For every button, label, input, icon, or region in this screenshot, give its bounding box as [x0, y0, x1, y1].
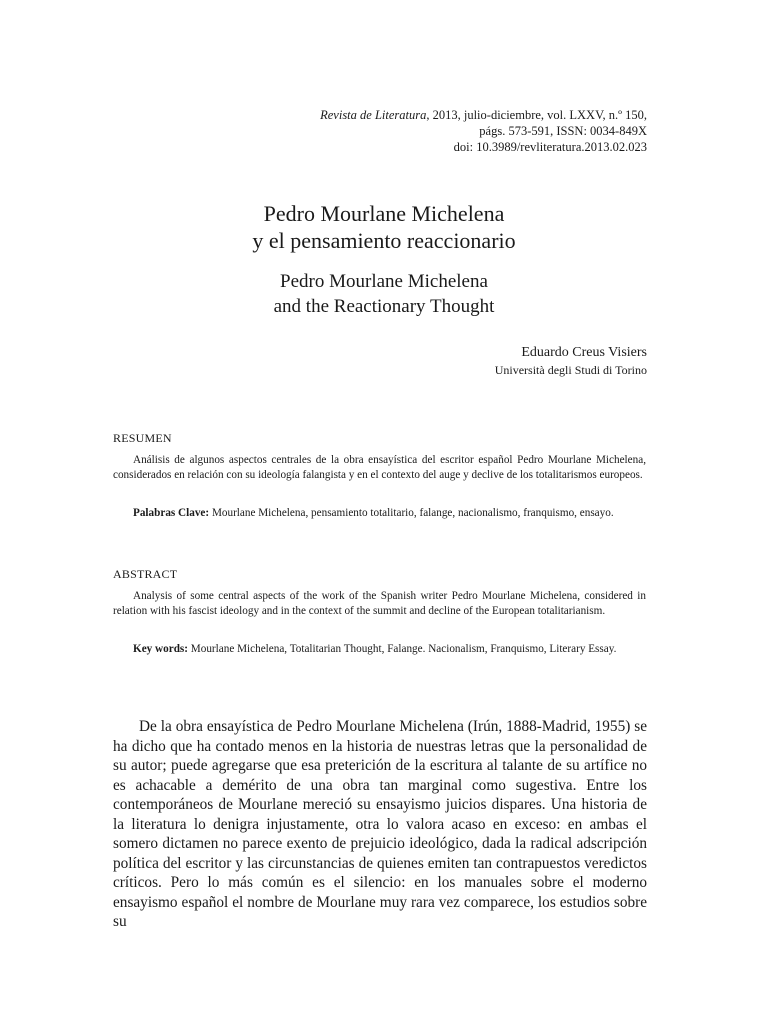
journal-name: Revista de Literatura [320, 108, 427, 122]
abstract-text: Analysis of some central aspects of the work of the Spanish writer Pedro Mourlane Michelena, considered in relation with his fascist ideology and in the context of the summit and decline of the European totalitarianism. [113, 590, 646, 617]
author-block [495, 344, 647, 378]
abstract-keywords-text: Mourlane Michelena, Totalitarian Thought, Falange. Nacionalism, Franquismo, Literary Essay. [188, 643, 617, 655]
title-es-line2: y el pensamiento reaccionario [252, 228, 516, 253]
resumen-text: Análisis de algunos aspectos centrales de la obra ensayística del escritor español Pedro Mourlane Michelena, considerados en relación con su ideología falangista y en el contexto del auge y declive de los totalitarismos europeos. [113, 454, 646, 481]
abstract-heading: ABSTRACT [113, 567, 178, 581]
title-es-line1: Pedro Mourlane Michelena [263, 201, 505, 226]
author-name: Eduardo Creus Visiers [521, 345, 647, 360]
journal-citation-line [320, 107, 647, 123]
resumen-keywords-label: Palabras Clave: [133, 507, 210, 519]
journal-header [320, 107, 647, 155]
resumen-keywords [113, 506, 646, 521]
title-english [0, 269, 768, 319]
abstract-keywords-label: Key words: [133, 643, 188, 655]
body-paragraph: De la obra ensayística de Pedro Mourlane Michelena (Irún, 1888-Madrid, 1955) se ha dicho que ha contado menos en la historia de nuestras letras que la personalidad de su autor; puede agregarse que esa preterición de la escritura al talante de su artífice no es achacable a demérito de una obra tan marginal como sugestiva. Entre los contemporáneos de Mourlane mereció su ensayismo juicios dispares. Una historia de la literatura lo denigra injustamente, otra lo valora acaso en exceso: en ambas el somero dictamen no parece exento de prejuicio ideológico, dada la radical adscripción política del escritor y las circunstancias de quienes emiten tan contrapuestos veredictos críticos. Pero lo más común es el silencio: en los manuales sobre el moderno ensayismo español el nombre de Mourlane muy rara vez comparece, los estudios sobre su [113, 718, 647, 930]
title-en-line2: and the Reactionary Thought [273, 296, 495, 317]
pages-issn: págs. 573-591, ISSN: 0034-849X [479, 124, 647, 138]
author-affiliation: Università degli Studi di Torino [494, 363, 647, 377]
title-en-line1: Pedro Mourlane Michelena [280, 271, 488, 292]
resumen-heading: RESUMEN [113, 431, 172, 445]
doi: doi: 10.3989/revliteratura.2013.02.023 [453, 140, 647, 154]
title-spanish [0, 200, 768, 254]
abstract-keywords [113, 642, 646, 657]
resumen-keywords-text: Mourlane Michelena, pensamiento totalitario, falange, nacionalismo, franquismo, ensayo. [209, 507, 614, 519]
journal-issue: , 2013, julio-diciembre, vol. LXXV, n.º 150, [426, 108, 647, 122]
